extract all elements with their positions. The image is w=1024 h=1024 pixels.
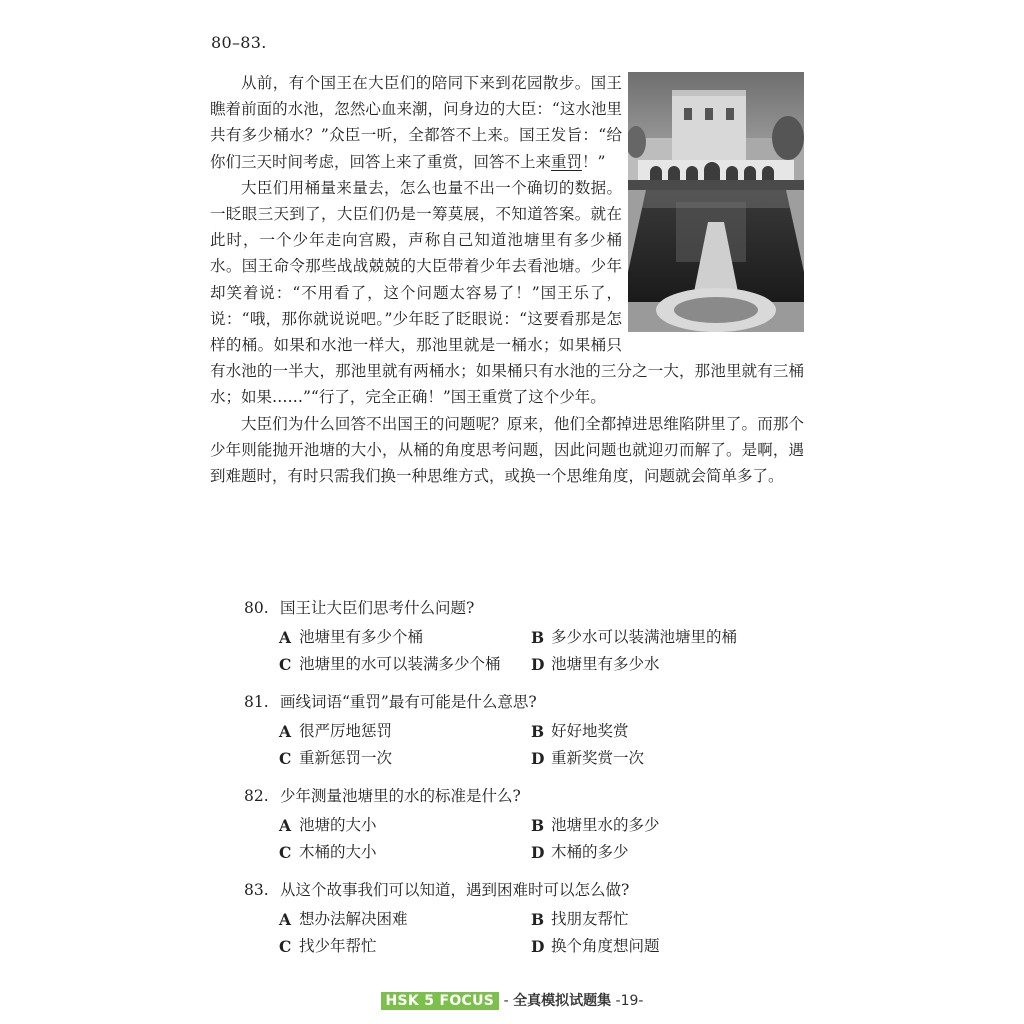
option-b[interactable] — [531, 812, 783, 839]
option-text: 多少水可以装满池塘里的桶 — [551, 628, 738, 646]
question-list — [244, 596, 804, 972]
option-b[interactable] — [531, 906, 783, 933]
option-letter: B — [531, 628, 545, 647]
underlined-word: 重罚 — [551, 152, 583, 171]
option-a[interactable] — [279, 624, 531, 651]
question-number: 83. — [244, 881, 269, 899]
option-text: 找少年帮忙 — [299, 937, 377, 955]
footer-separator: - — [499, 993, 514, 1009]
option-d[interactable] — [531, 933, 783, 960]
option-text: 池塘里的水可以装满多少个桶 — [299, 655, 501, 673]
section-number: 80–83. — [211, 33, 267, 52]
page-footer — [0, 990, 1024, 1010]
question-number: 80. — [244, 599, 269, 617]
question-81 — [244, 690, 804, 772]
question-82 — [244, 784, 804, 866]
option-text: 木桶的多少 — [551, 843, 629, 861]
option-text: 重新奖赏一次 — [551, 749, 645, 767]
photo-spacer — [622, 70, 804, 352]
option-c[interactable] — [279, 933, 531, 960]
option-letter: D — [531, 749, 545, 768]
reading-passage — [210, 70, 804, 489]
option-letter: A — [279, 628, 292, 647]
option-letter: C — [279, 749, 292, 768]
option-letter: A — [279, 722, 292, 741]
option-letter: A — [279, 816, 292, 835]
option-letter: D — [531, 937, 545, 956]
option-text: 很严厉地惩罚 — [299, 722, 393, 740]
option-text: 换个角度想问题 — [551, 937, 660, 955]
question-text: 国王让大臣们思考什么问题? — [280, 599, 475, 617]
brand-badge: HSK 5 FOCUS — [381, 992, 500, 1010]
option-letter: C — [279, 655, 292, 674]
option-c[interactable] — [279, 745, 531, 772]
option-c[interactable] — [279, 839, 531, 866]
question-text: 画线词语“重罚”最有可能是什么意思? — [280, 693, 537, 711]
question-80 — [244, 596, 804, 678]
option-text: 木桶的大小 — [299, 843, 377, 861]
option-b[interactable] — [531, 718, 783, 745]
passage-paragraph-2: 大臣们用桶量来量去，怎么也量不出一个确切的数据。一眨眼三天到了，大臣们仍是一筹莫展，不知道答案。就在此时，一个少年走向宫殿，声称自己知道池塘里有多少桶水。国王命令那些战战兢兢的大臣带着少年去看池塘。少年却笑着说：“不用看了，这个问题太容易了！”国王乐了，说：“哦，那你就说说吧。”少年眨了眨眼说：“这要看那是怎样的桶。如果和水池一样大，那池里就是一桶水；如果桶只有水池的一半大，那池里就有两桶水；如果桶只有水池的三分之一大，那池里就有三桶水；如果……”“行了，完全正确！”国王重赏了这个少年。 — [210, 178, 804, 407]
page-number: -19- — [611, 993, 644, 1009]
option-text: 池塘的大小 — [299, 816, 377, 834]
question-number: 81. — [244, 693, 269, 711]
option-a[interactable] — [279, 718, 531, 745]
option-a[interactable] — [279, 812, 531, 839]
option-c[interactable] — [279, 651, 531, 678]
option-letter: A — [279, 910, 292, 929]
option-letter: D — [531, 655, 545, 674]
option-d[interactable] — [531, 839, 783, 866]
option-letter: C — [279, 843, 292, 862]
question-text: 从这个故事我们可以知道，遇到困难时可以怎么做? — [280, 881, 630, 899]
option-text: 池塘里有多少水 — [551, 655, 660, 673]
passage-paragraph-3: 大臣们为什么回答不出国王的问题呢？原来，他们全都掉进思维陷阱里了。而那个少年则能抛开池塘的大小，从桶的角度思考问题，因此问题也就迎刃而解了。是啊，遇到难题时，有时只需我们换一种思维方式，或换一个思维角度，问题就会简单多了。 — [210, 414, 804, 486]
option-b[interactable] — [531, 624, 783, 651]
option-text: 池塘里水的多少 — [551, 816, 660, 834]
option-text: 好好地奖赏 — [551, 722, 629, 740]
question-text: 少年测量池塘里的水的标准是什么? — [280, 787, 521, 805]
paragraph-tail: ！” — [582, 152, 606, 171]
option-d[interactable] — [531, 745, 783, 772]
option-text: 池塘里有多少个桶 — [299, 628, 424, 646]
option-letter: B — [531, 816, 545, 835]
question-83 — [244, 878, 804, 960]
option-letter: C — [279, 937, 292, 956]
option-text: 重新惩罚一次 — [299, 749, 393, 767]
option-text: 想办法解决困难 — [299, 910, 408, 928]
option-letter: D — [531, 843, 545, 862]
option-text: 找朋友帮忙 — [551, 910, 629, 928]
option-a[interactable] — [279, 906, 531, 933]
book-title: 全真模拟试题集 — [513, 993, 612, 1009]
option-letter: B — [531, 722, 545, 741]
option-letter: B — [531, 910, 545, 929]
option-d[interactable] — [531, 651, 783, 678]
paragraph-text: 从前，有个国王在大臣们的陪同下来到花园散步。国王瞧着前面的水池，忽然心血来潮，问身边的大臣：“这水池里共有多少桶水？”众臣一听，全都答不上来。国王发旨：“给你们三天时间考虑，回答上来了重赏，回答不上来 — [210, 74, 622, 171]
question-number: 82. — [244, 787, 269, 805]
